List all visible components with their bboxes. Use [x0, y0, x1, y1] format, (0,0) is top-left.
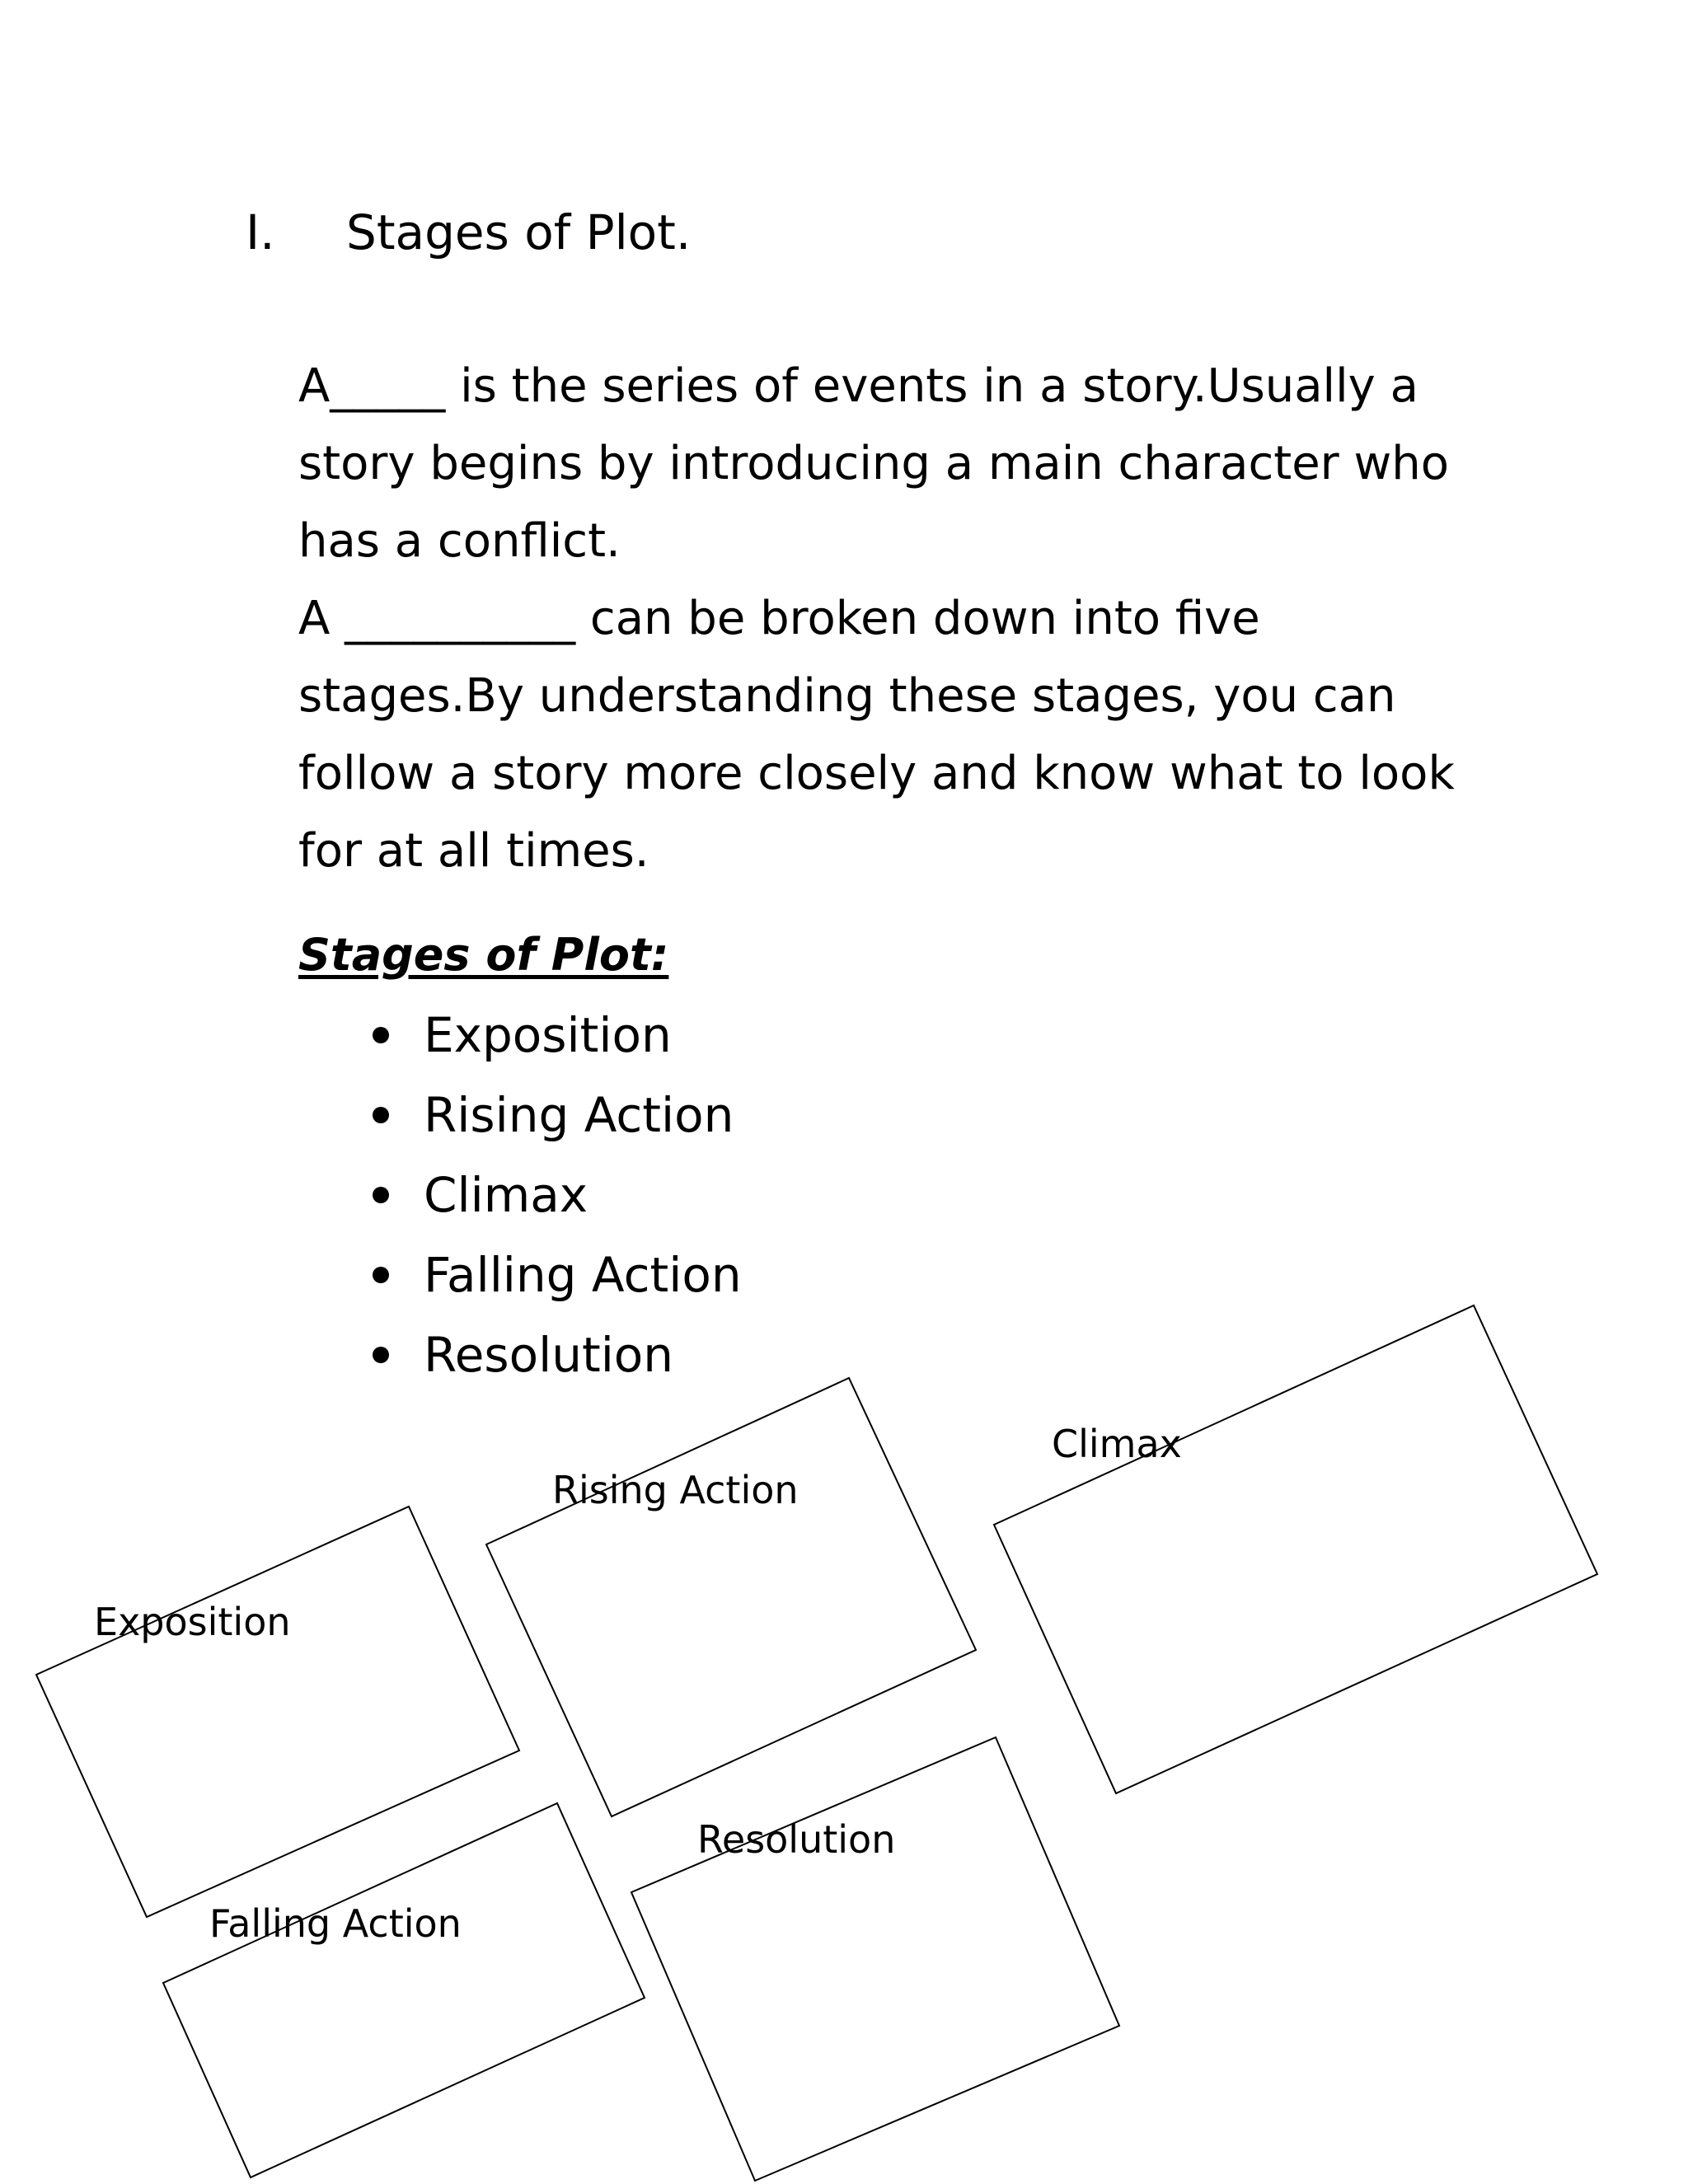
paragraph-line: stages.By understanding these stages, you can: [298, 669, 1396, 723]
paragraph-line: A __________ can be broken down into five: [298, 592, 1260, 645]
stage-label: Exposition: [424, 1007, 672, 1063]
falling-action-box-label: Falling Action: [209, 1901, 462, 1946]
stage-label: Climax: [424, 1167, 588, 1223]
stages-subheading: Stages of Plot:: [298, 929, 669, 981]
section-title: Stages of Plot.: [346, 204, 692, 260]
paragraph-line: A_____ is the series of events in a story.Usually a: [298, 359, 1418, 413]
stage-label: Resolution: [424, 1327, 674, 1383]
paragraph-line: has a conflict.: [298, 514, 621, 568]
resolution-box-label: Resolution: [697, 1817, 896, 1862]
stage-label: Falling Action: [424, 1247, 742, 1303]
paragraph-line: story begins by introducing a main character who: [298, 437, 1450, 490]
section-numeral: I.: [246, 204, 275, 260]
resolution-box: [631, 1737, 1119, 2181]
paragraph-line: for at all times.: [298, 824, 649, 878]
stage-label: Rising Action: [424, 1087, 734, 1143]
climax-box: [994, 1305, 1597, 1793]
rising-action-box-label: Rising Action: [552, 1468, 799, 1512]
rising-action-box: [486, 1378, 976, 1816]
falling-action-box: [163, 1803, 645, 2177]
exposition-box: [36, 1507, 519, 1917]
exposition-box-label: Exposition: [94, 1600, 291, 1644]
paragraph-line: follow a story more closely and know what to look: [298, 747, 1455, 800]
climax-box-label: Climax: [1052, 1422, 1182, 1466]
